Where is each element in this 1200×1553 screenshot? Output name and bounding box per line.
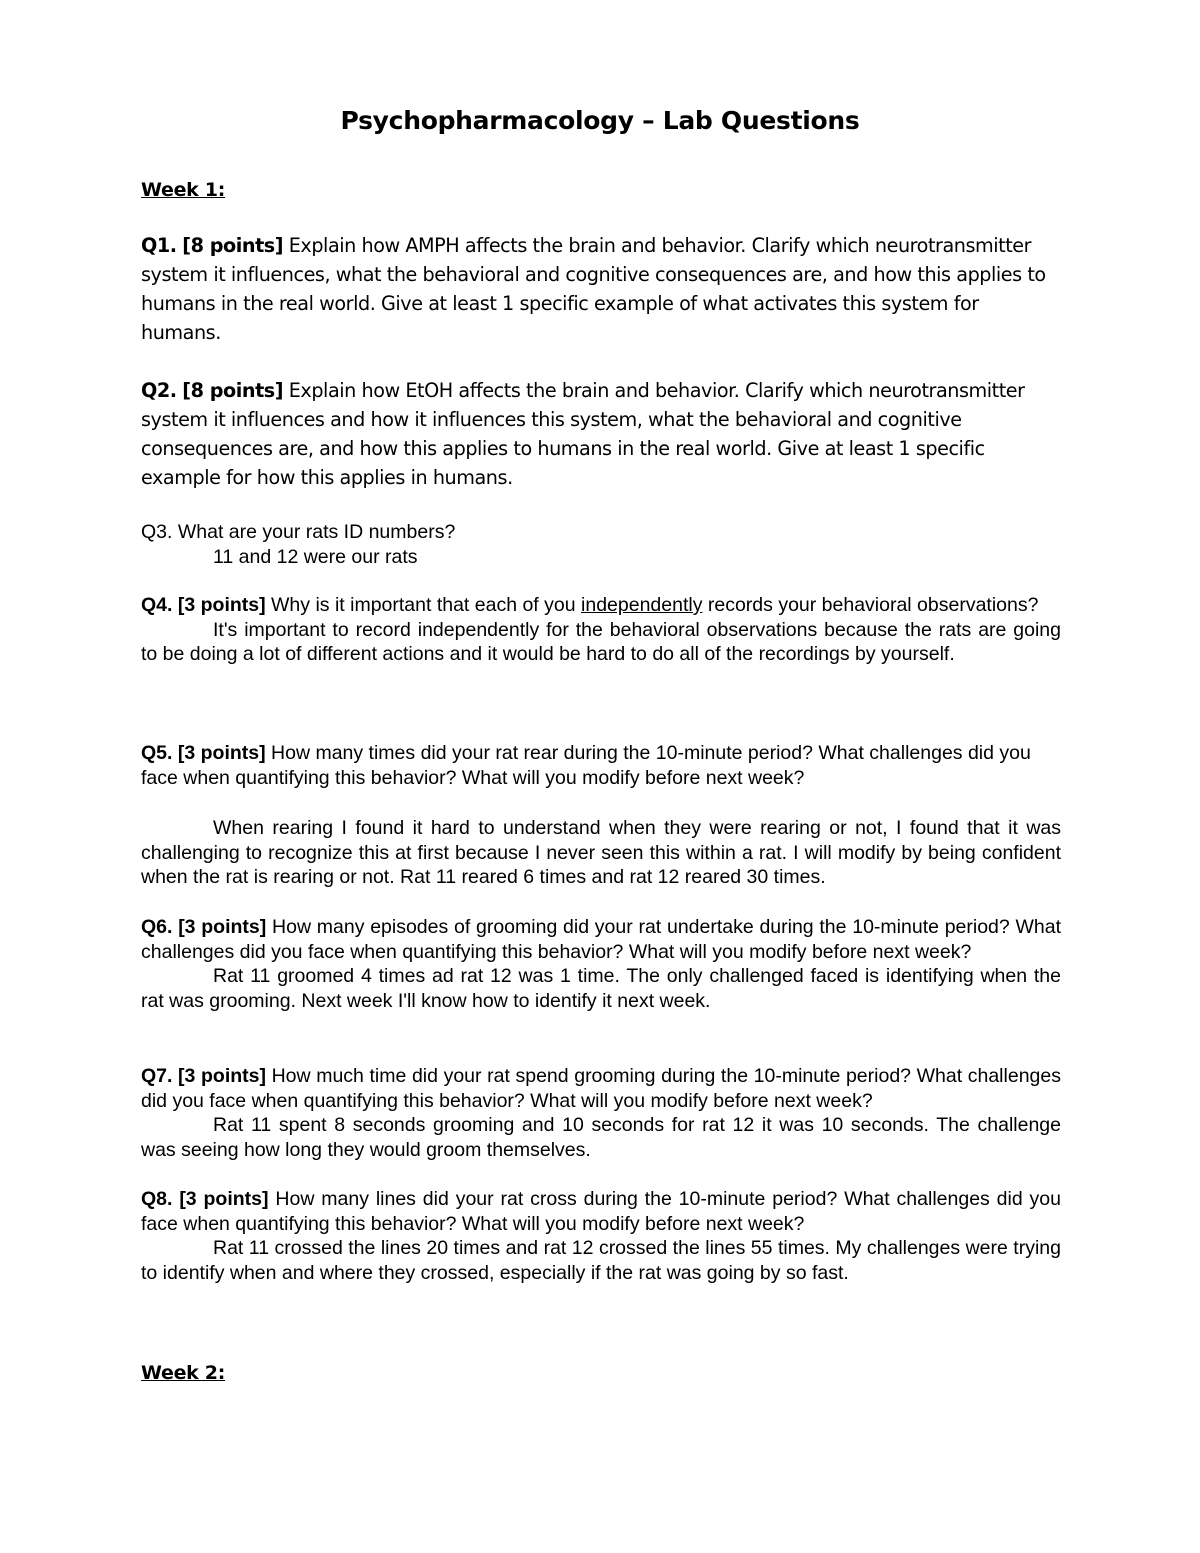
question-1: [141, 231, 1061, 347]
question-5: [141, 741, 1061, 790]
question-7-points: [3 points]: [178, 1065, 266, 1087]
question-2-points: [8 points]: [182, 379, 284, 402]
question-4: [141, 593, 1061, 667]
question-6-points: [3 points]: [178, 916, 267, 938]
question-6-answer: Rat 11 groomed 4 times ad rat 12 was 1 time. The only challenged faced is identifying when the rat was grooming. Next week I'll know how to identify it next week.: [141, 965, 1061, 1012]
question-4-answer: It's important to record independently for the behavioral observations because the rats are going to be doing a lot of different actions and it would be hard to do all of the recordings by yourself.: [141, 618, 1061, 665]
question-5-points: [3 points]: [177, 742, 266, 764]
question-8: [141, 1187, 1061, 1285]
question-4-number: Q4.: [141, 594, 173, 616]
question-8-answer: Rat 11 crossed the lines 20 times and rat 12 crossed the lines 55 times. My challenges were trying to identify when and where they crossed, especially if the rat was going by so fast.: [141, 1237, 1061, 1284]
question-4-text-before: Why is it important that each of you: [271, 594, 576, 616]
question-6-text: How many episodes of grooming did your rat undertake during the 10-minute period? What challenges did you face when quantifying this behavior? What will you modify before next week?: [141, 916, 1062, 963]
question-2-number: Q2.: [141, 379, 177, 402]
question-3-text: Q3. What are your rats ID numbers?: [141, 521, 456, 543]
question-5-number: Q5.: [141, 742, 173, 764]
question-8-text: How many lines did your rat cross during the 10-minute period? What challenges did you face when quantifying this behavior? What will you modify before next week?: [141, 1188, 1061, 1235]
question-6-number: Q6.: [141, 916, 173, 938]
question-8-number: Q8.: [141, 1188, 173, 1210]
question-1-number: Q1.: [141, 234, 177, 257]
question-2-text: Explain how EtOH affects the brain and behavior. Clarify which neurotransmitter system it influences and how it influences this system, what the behavioral and cognitive consequences are, and how this applies to humans in the real world. Give at least 1 specific example for how this applies in humans.: [141, 379, 1025, 489]
page-title: Psychopharmacology – Lab Questions: [340, 106, 860, 135]
question-4-text-after: records your behavioral observations?: [707, 594, 1039, 616]
question-6: [141, 915, 1061, 1013]
question-1-text: Explain how AMPH affects the brain and behavior. Clarify which neurotransmitter system it influences, what the behavioral and cognitive consequences are, and how this applies to humans in the real world. Give at least 1 specific example of what activates this system for humans.: [141, 234, 1046, 344]
week-1-heading: Week 1:: [141, 179, 226, 201]
question-7-answer: Rat 11 spent 8 seconds grooming and 10 seconds for rat 12 it was 10 seconds. The challenge was seeing how long they would groom themselves.: [141, 1114, 1061, 1161]
question-5-answer: When rearing I found it hard to understand when they were rearing or not, I found that it was challenging to recognize this at first because I never seen this within a rat. I will modify by being confident when the rat is rearing or not. Rat 11 reared 6 times and rat 12 reared 30 times.: [141, 817, 1061, 888]
question-4-underlined: independently: [581, 594, 703, 616]
question-1-points: [8 points]: [182, 234, 284, 257]
question-3-answer: 11 and 12 were our rats: [213, 545, 418, 568]
week-2-heading: Week 2:: [141, 1362, 226, 1384]
question-4-points: [3 points]: [177, 594, 266, 616]
question-7: [141, 1064, 1061, 1162]
question-8-points: [3 points]: [179, 1188, 269, 1210]
question-7-number: Q7.: [141, 1065, 173, 1087]
question-7-text: How much time did your rat spend grooming during the 10-minute period? What challenges did you face when quantifying this behavior? What will you modify before next week?: [141, 1065, 1061, 1112]
question-3: [141, 520, 1061, 569]
question-5-text: How many times did your rat rear during the 10-minute period? What challenges did you face when quantifying this behavior? What will you modify before next week?: [141, 742, 1031, 789]
question-2: [141, 376, 1061, 492]
